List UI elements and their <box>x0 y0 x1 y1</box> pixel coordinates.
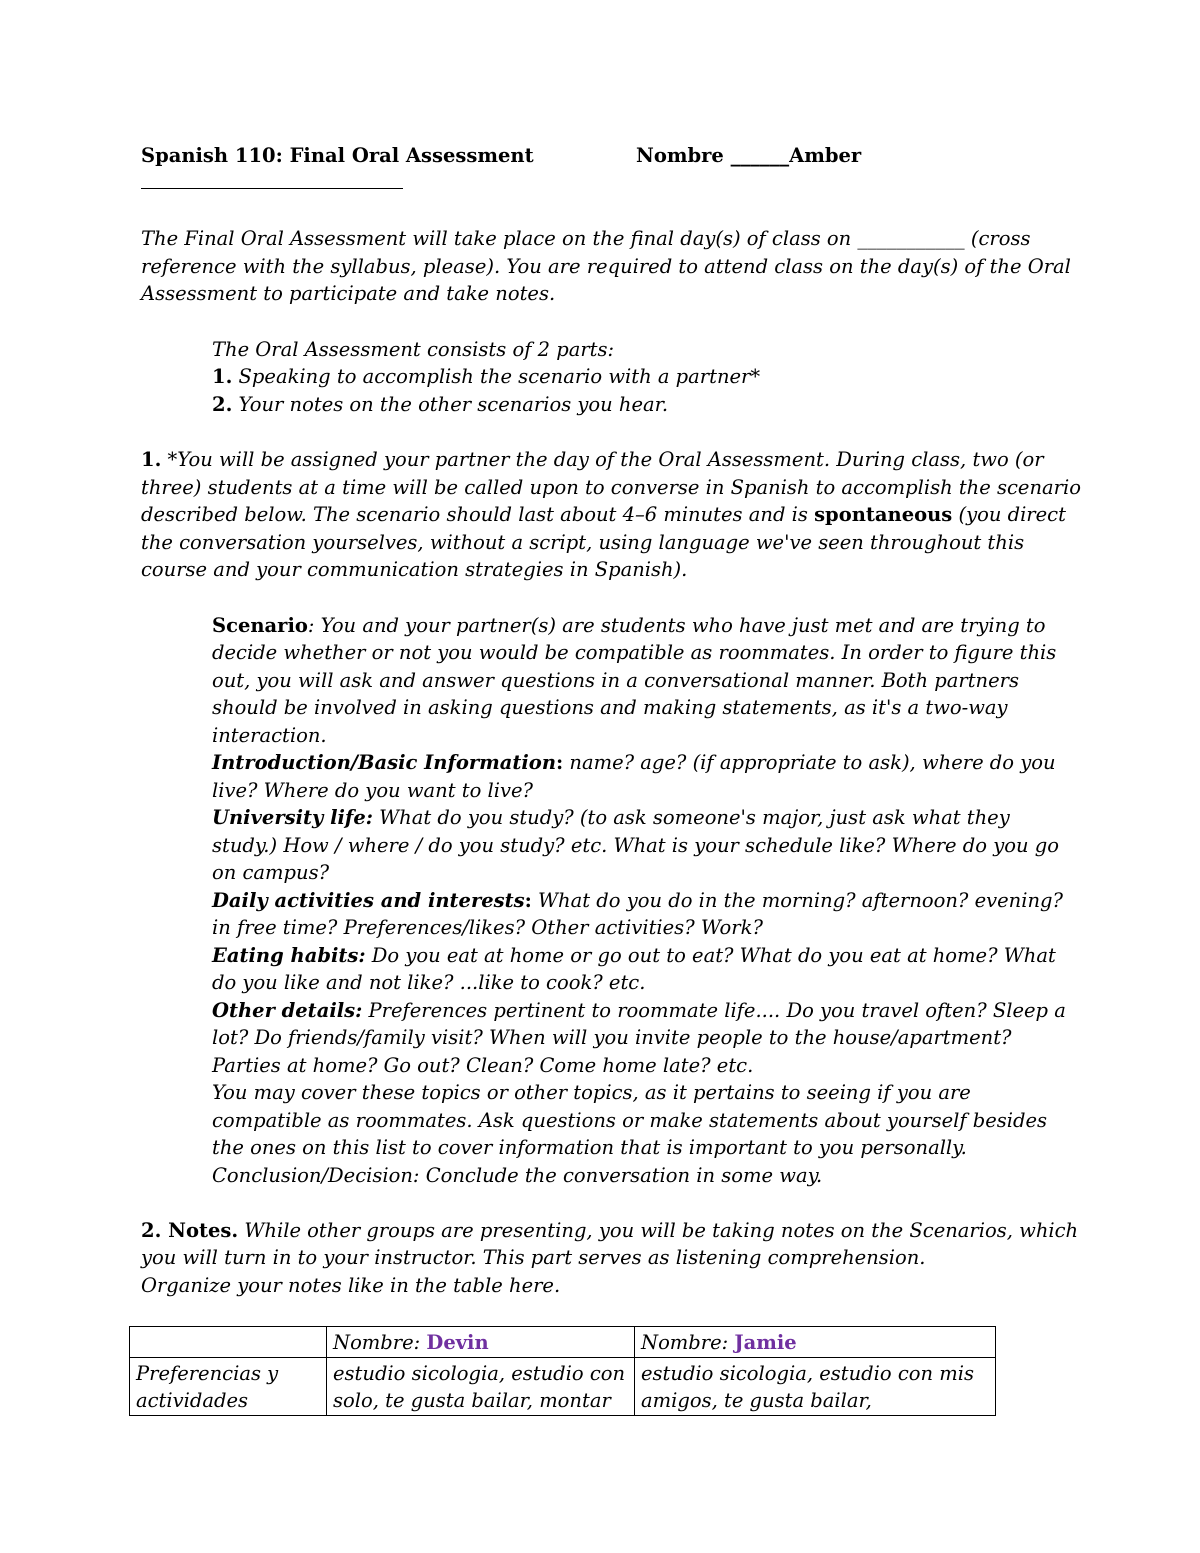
topic-daily <box>212 887 1063 915</box>
table-header-jamie <box>635 1327 996 1358</box>
topic-label: Daily activities and interests <box>212 889 525 912</box>
section1-line: course and your communication strategies in Spanish). <box>141 558 688 581</box>
topic-eating <box>212 942 1056 970</box>
topic-text: What do you do in the morning? afternoon? evening? <box>531 889 1063 912</box>
topic-line: Parties at home? Go out? Clean? Come home late? etc. <box>212 1054 754 1077</box>
topic-text: Do you eat at home or go out to eat? What do you eat at home? What <box>365 944 1056 967</box>
scenario-line <box>212 612 1045 640</box>
part-number: 2. <box>212 393 233 416</box>
nombre-label: Nombre: <box>333 1331 427 1354</box>
topic-label: University life: <box>212 806 373 829</box>
table-header-row <box>130 1327 996 1358</box>
topic-colon: : <box>556 751 564 774</box>
section1-text: described below. The scenario should last about 4–6 minutes and is <box>141 503 815 526</box>
section2-text: While other groups are presenting, you will be taking notes on the Scenarios, which <box>238 1219 1079 1242</box>
scenario-label: Scenario <box>212 614 308 637</box>
scenario-line: interaction. <box>212 724 327 747</box>
row-label: Preferencias y actividades <box>130 1357 327 1415</box>
notes-cell-devin: estudio sicologia, estudio con solo, te gusta bailar, montar <box>327 1357 635 1415</box>
notes-table <box>129 1326 996 1416</box>
part-number: 1. <box>212 365 233 388</box>
parts-heading: The Oral Assessment consists of 2 parts: <box>212 338 615 361</box>
section1-line: three) students at a time will be called upon to converse in Spanish to accomplish the scenario <box>141 476 1081 499</box>
intro-line: The Final Oral Assessment will take place on the final day(s) of class on ___________ (cross <box>141 227 1031 250</box>
topic-line: lot? Do friends/family visit? When will you invite people to the house/apartment? <box>212 1026 1012 1049</box>
part-text: Speaking to accomplish the scenario with a partner* <box>232 365 761 388</box>
topic-line: live? Where do you want to live? <box>212 779 533 802</box>
nombre-label: Nombre: <box>641 1331 735 1354</box>
nombre-field: Nombre ______Amber <box>636 144 862 167</box>
notes-cell-jamie: estudio sicologia, estudio con mis amigos, te gusta bailar, <box>635 1357 996 1415</box>
table-row <box>130 1357 996 1415</box>
topic-line: in free time? Preferences/likes? Other activities? Work? <box>212 916 763 939</box>
section1-line: the conversation yourselves, without a script, using language we've seen throughout this <box>141 531 1025 554</box>
part-item <box>212 363 760 391</box>
section1-line <box>141 446 1044 474</box>
scenario-line: decide whether or not you would be compatible as roommates. In order to figure this <box>212 641 1057 664</box>
section2-label: 2. Notes <box>141 1219 232 1242</box>
topic-label: Other details: <box>212 999 363 1022</box>
topic-introduction <box>212 749 1056 777</box>
topic-line: do you like and not like? ...like to cook? etc. <box>212 971 646 994</box>
topic-label: Eating habits: <box>212 944 366 967</box>
topic-other <box>212 997 1066 1025</box>
topic-line: study.) How / where / do you study? etc. What is your schedule like? Where do you go <box>212 834 1059 857</box>
section1-line <box>141 501 1066 529</box>
topic-text: name? age? (if appropriate to ask), where do you <box>563 751 1056 774</box>
conclusion-line: Conclusion/Decision: Conclude the conversation in some way. <box>212 1164 823 1187</box>
scenario-line: should be involved in asking questions and making statements, as it's a two-way <box>212 696 1008 719</box>
section1-text: (you direct <box>952 503 1066 526</box>
topic-colon: : <box>524 889 532 912</box>
table-header-devin <box>327 1327 635 1358</box>
cover-line: compatible as roommates. Ask questions or make statements about yourself besides <box>212 1109 1048 1132</box>
topic-text: Preferences pertinent to roommate life.... Do you travel often? Sleep a <box>362 999 1066 1022</box>
topic-line: on campus? <box>212 861 330 884</box>
section1-number: 1. <box>141 448 162 471</box>
table-cell-empty <box>130 1327 327 1358</box>
topic-text: What do you study? (to ask someone's major, just ask what they <box>372 806 1010 829</box>
section1-text: *You will be assigned your partner the day of the Oral Assessment. During class, two (or <box>161 448 1044 471</box>
cover-line: the ones on this list to cover information that is important to you personally. <box>212 1136 967 1159</box>
section2-line: Organize your notes like in the table here. <box>141 1274 561 1297</box>
document-title: Spanish 110: Final Oral Assessment <box>141 144 534 167</box>
scenario-text: : You and your partner(s) are students who have just met and are trying to <box>307 614 1046 637</box>
section2-line <box>141 1217 1078 1245</box>
topic-university <box>212 804 1010 832</box>
part-text: Your notes on the other scenarios you hear. <box>232 393 669 416</box>
spontaneous-emphasis: spontaneous <box>814 503 953 526</box>
topic-label: Introduction/Basic Information <box>212 751 556 774</box>
section2-period: . <box>231 1219 239 1242</box>
name-underline <box>141 188 403 189</box>
cover-line: You may cover these topics or other topics, as it pertains to seeing if you are <box>212 1081 971 1104</box>
intro-line: reference with the syllabus, please). You are required to attend class on the day(s) of the Oral <box>141 255 1071 278</box>
section2-line: you will turn in to your instructor. This part serves as listening comprehension. <box>141 1246 926 1269</box>
partner-name: Jamie <box>734 1331 797 1354</box>
scenario-line: out, you will ask and answer questions in a conversational manner. Both partners <box>212 669 1019 692</box>
intro-line: Assessment to participate and take notes. <box>141 282 556 305</box>
part-item <box>212 391 668 419</box>
partner-name: Devin <box>426 1331 489 1354</box>
